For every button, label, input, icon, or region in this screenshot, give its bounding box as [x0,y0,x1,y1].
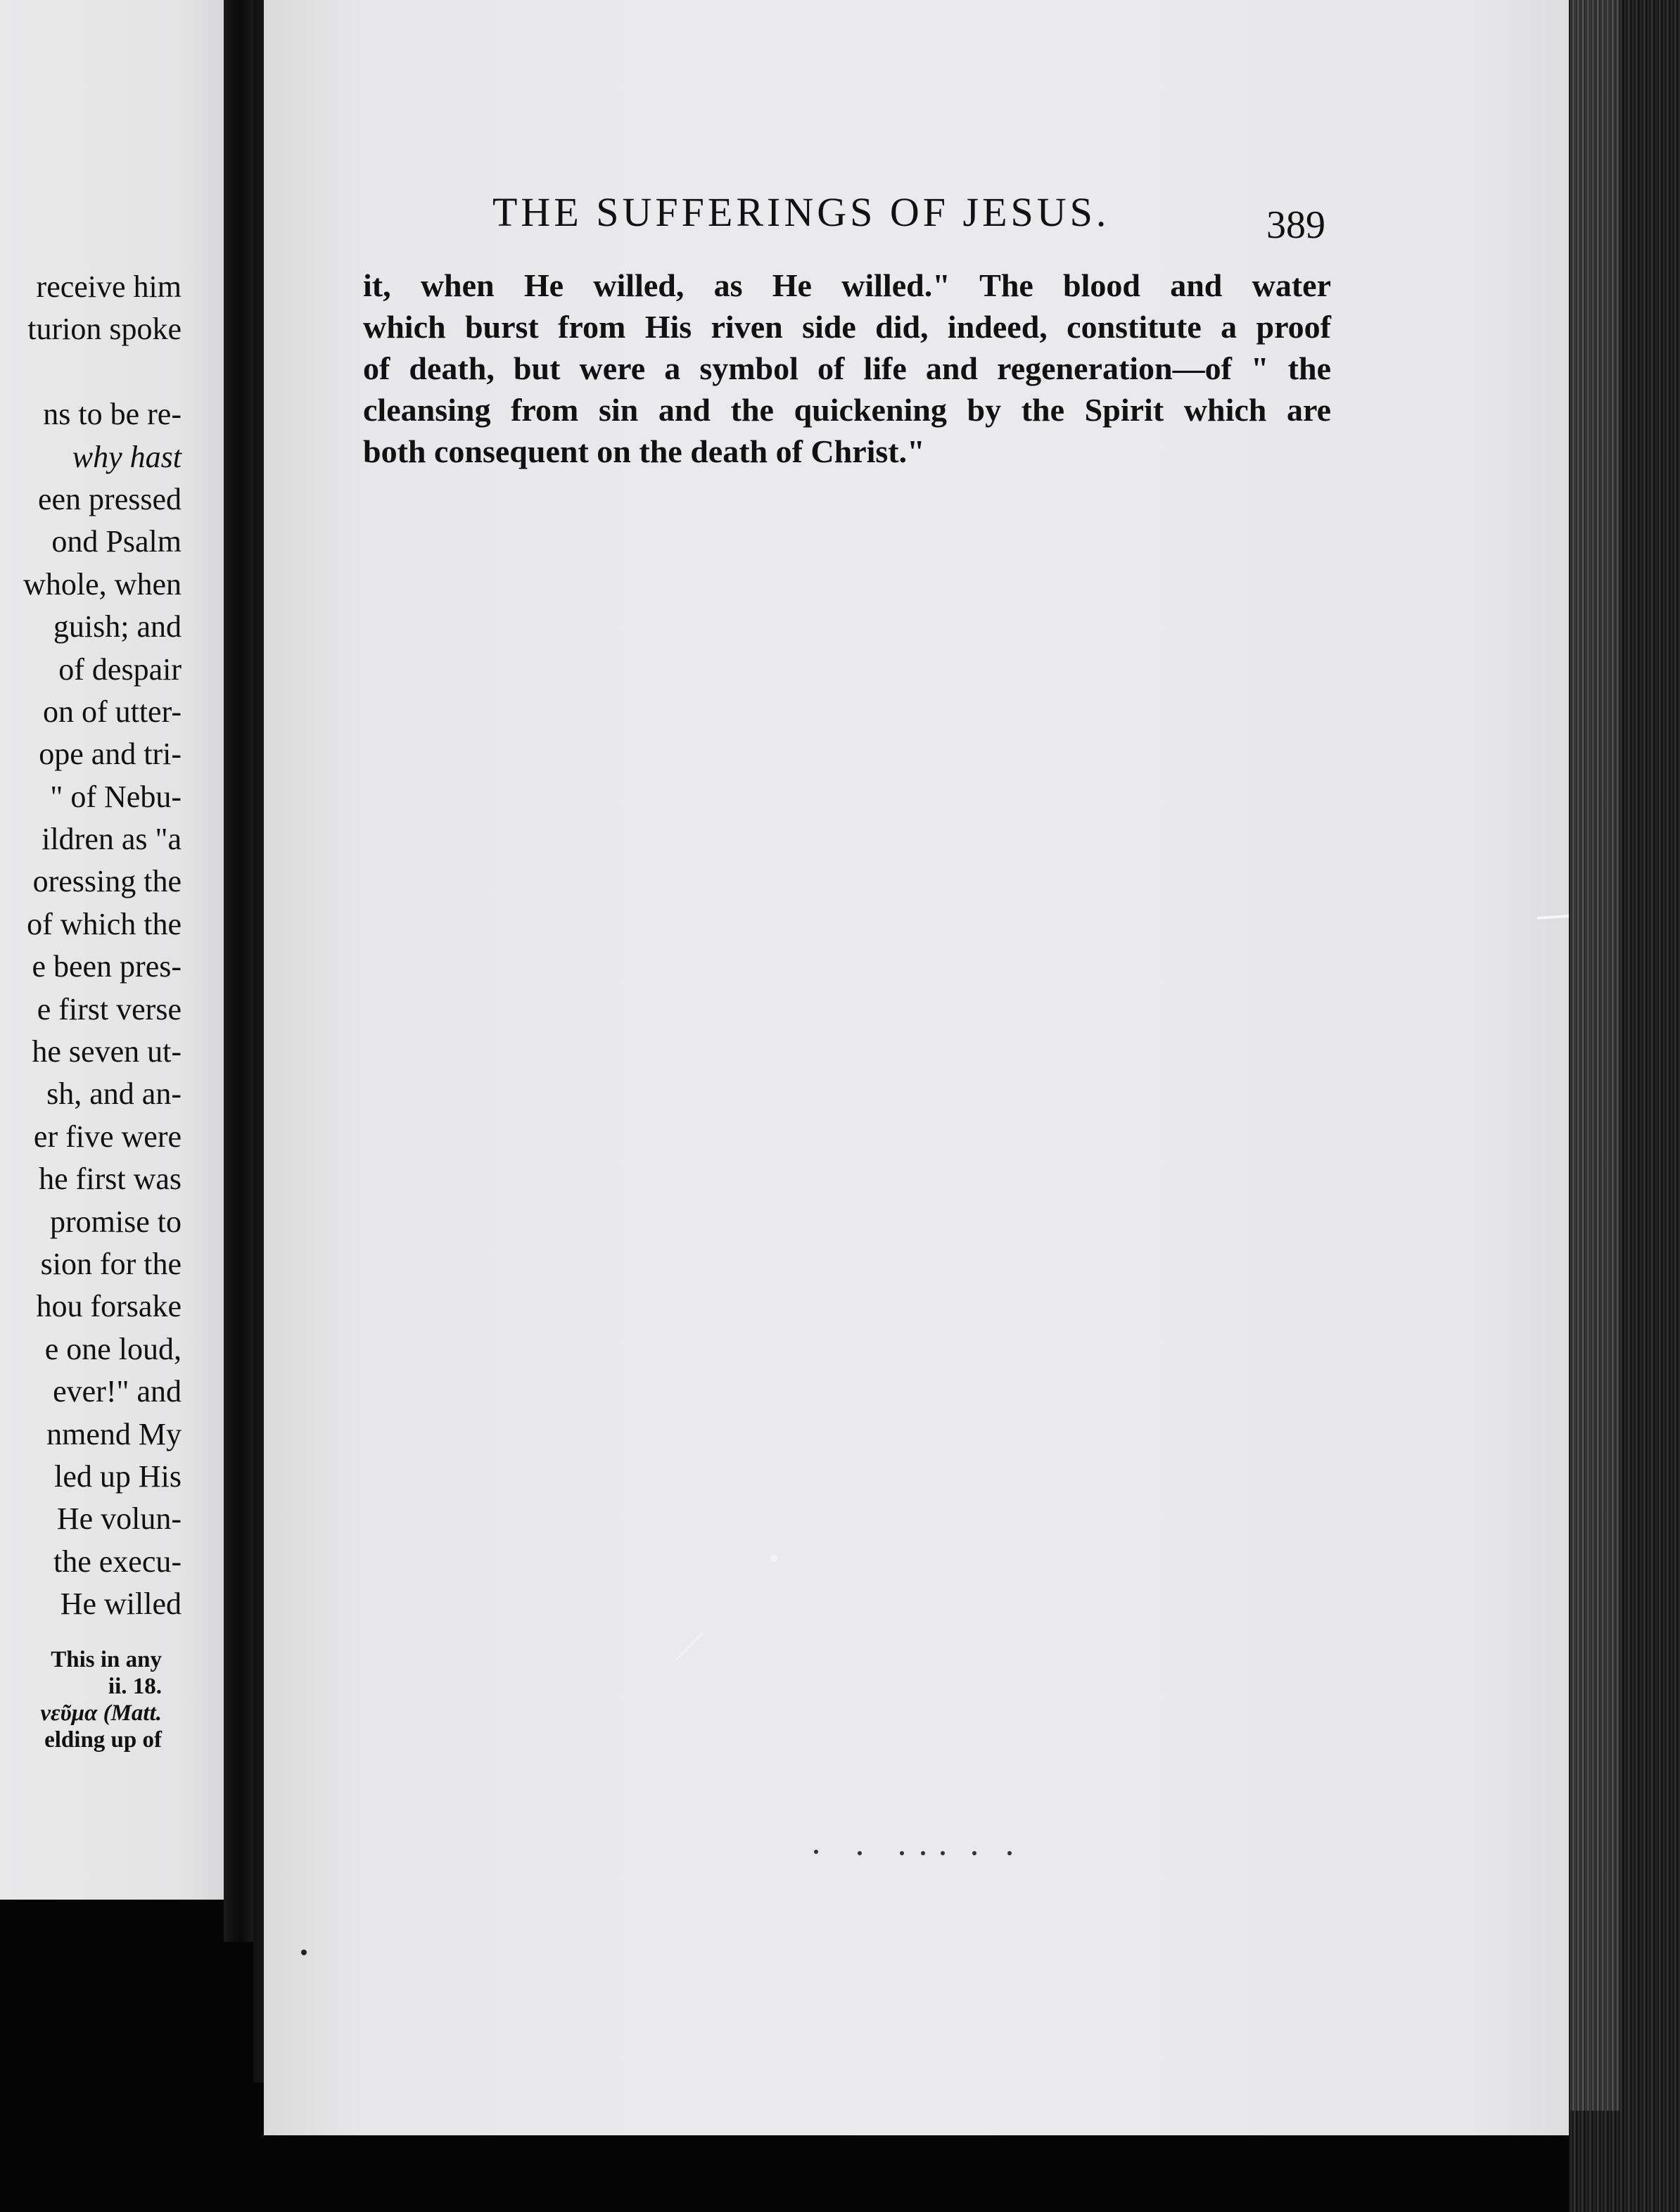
text-line: He volun- [56,1501,182,1537]
text-line: er five were [33,1119,182,1154]
text-line: een pressed [37,481,182,516]
text-line: sh, and an- [46,1076,182,1112]
body-paragraph [363,265,1331,472]
text-line: of which the [27,906,182,941]
text-line: on of utter- [42,694,182,729]
text-line: of despair [58,651,182,687]
paragraph-line: cleansing from sin and the quickening by the Spirit which are [363,392,1331,428]
text-line: " of Nebu- [50,779,182,814]
text-line: led up His [54,1458,182,1494]
page-edges-highlight [1570,0,1619,2111]
text-line: he first was [39,1162,182,1197]
text-line: e first verse [37,991,182,1026]
text-line: the execu- [53,1544,182,1579]
previous-page-footnotes [0,1646,162,1753]
footnote-line: ii. 18. [108,1674,162,1699]
text-line: he seven ut- [32,1034,182,1069]
text-line: turion spoke [27,312,182,347]
paragraph-line: it, when He willed, as He willed." The blood and water [363,267,1331,303]
text-line: receive him [36,269,182,304]
paragraph-line: both consequent on the death of Christ." [363,433,925,469]
text-line: sion for the [40,1246,182,1281]
text-line: He willed [60,1587,182,1622]
previous-page [0,0,227,1900]
text-line: hou forsake [36,1289,182,1324]
running-head: THE SUFFERINGS OF JESUS. [492,189,1110,235]
paragraph-line: of death, but were a symbol of life and regeneration—of " the [363,350,1331,386]
text-line: ns to be re- [43,397,182,432]
text-line: nmend My [46,1416,182,1451]
text-line: promise to [50,1204,182,1239]
paragraph-line: which burst from His riven side did, indeed, constitute a proof [363,309,1331,345]
page-number: 389 [1266,203,1325,247]
text-line: ope and tri- [39,737,182,772]
text-line [0,351,182,393]
footnote-line: elding up of [44,1727,162,1753]
text-line: ond Psalm [51,524,182,559]
text-line: whole, when [23,566,182,602]
footnote-line: νεῦμα (Matt. [40,1701,162,1726]
previous-page-text [0,266,182,1626]
text-line: e been pres- [32,949,182,984]
text-line: oressing the [32,864,182,899]
text-line: ever!" and [53,1374,182,1409]
text-line: why hast [72,439,182,474]
footnote-line: This in any [51,1647,162,1672]
text-line: ildren as "a [42,822,182,857]
text-line: e one loud, [44,1331,182,1366]
text-line: guish; and [53,609,182,644]
